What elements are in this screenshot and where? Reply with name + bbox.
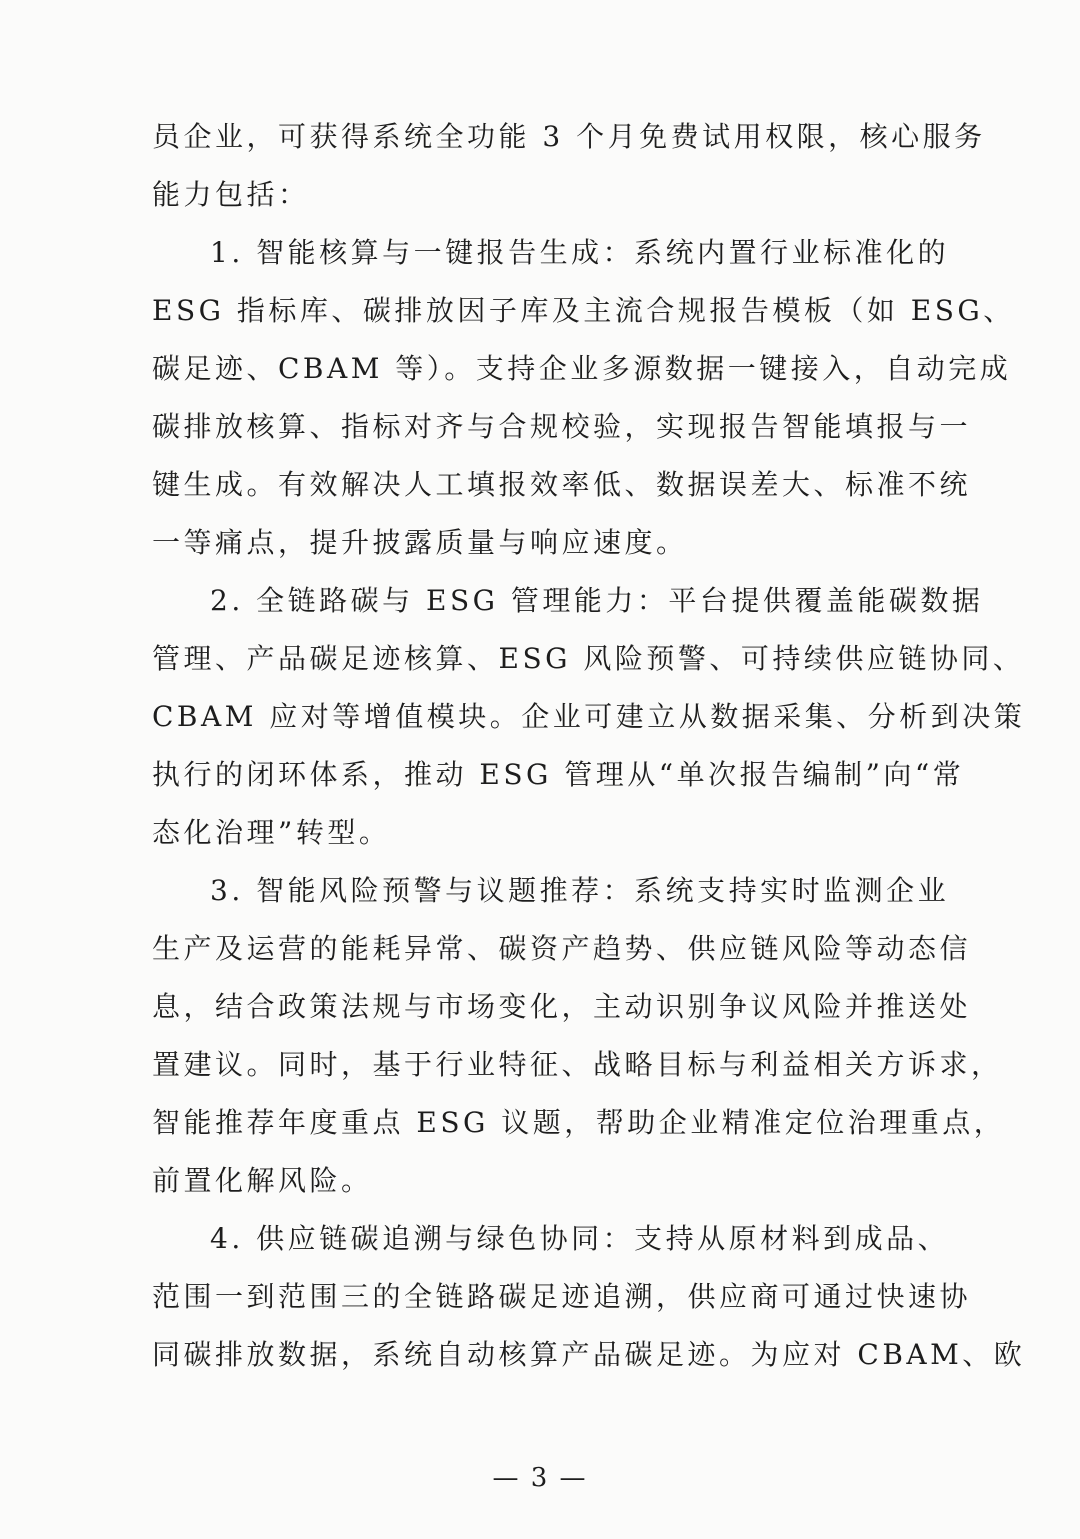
text-line-21: 范围一到范围三的全链路碳足迹追溯，供应商可通过快速协 [152,1280,972,1313]
text-line-1: 员企业，可获得系统全功能 3 个月免费试用权限，核心服务 [152,120,986,153]
item-3-heading-line: 3. 智能风险预警与议题推荐：系统支持实时监测企业 [210,874,950,907]
text-line-12: 执行的闭环体系，推动 ESG 管理从“单次报告编制”向“常 [152,758,965,791]
text-line-4: ESG 指标库、碳排放因子库及主流合规报告模板（如 ESG、 [152,294,1015,327]
text-line-16: 息，结合政策法规与市场变化，主动识别争议风险并推送处 [152,990,972,1023]
text-line-7: 键生成。有效解决人工填报效率低、数据误差大、标准不统 [152,468,972,501]
text-line-11: CBAM 应对等增值模块。企业可建立从数据采集、分析到决策 [152,700,1026,733]
text-line-2: 能力包括： [152,178,310,211]
text-line-6: 碳排放核算、指标对齐与合规校验，实现报告智能填报与一 [152,410,972,443]
text-line-13: 态化治理”转型。 [152,816,391,849]
text-line-18: 智能推荐年度重点 ESG 议题，帮助企业精准定位治理重点， [152,1106,1006,1139]
text-line-22: 同碳排放数据，系统自动核算产品碳足迹。为应对 CBAM、欧 [152,1338,1026,1371]
text-line-10: 管理、产品碳足迹核算、ESG 风险预警、可持续供应链协同、 [152,642,1025,675]
text-line-17: 置建议。同时，基于行业特征、战略目标与利益相关方诉求， [152,1048,1003,1081]
item-1-heading-line: 1. 智能核算与一键报告生成：系统内置行业标准化的 [210,236,950,269]
text-line-8: 一等痛点，提升披露质量与响应速度。 [152,526,688,559]
text-line-15: 生产及运营的能耗异常、碳资产趋势、供应链风险等动态信 [152,932,972,965]
text-line-19: 前置化解风险。 [152,1164,373,1197]
page-number: — 3 — [492,1463,588,1493]
item-2-heading-line: 2. 全链路碳与 ESG 管理能力：平台提供覆盖能碳数据 [210,584,984,617]
item-4-heading-line: 4. 供应链碳追溯与绿色协同：支持从原材料到成品、 [210,1222,950,1255]
body-text [152,108,1026,1384]
text-line-5: 碳足迹、CBAM 等）。支持企业多源数据一键接入，自动完成 [152,352,1012,385]
